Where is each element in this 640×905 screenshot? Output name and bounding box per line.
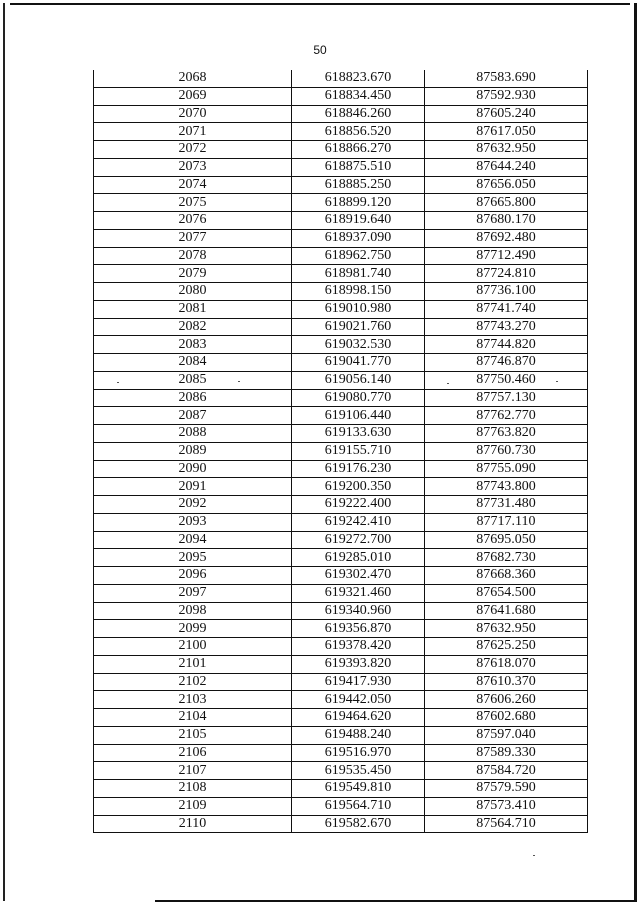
y-coordinate-cell: 87584.720: [425, 762, 588, 780]
x-coordinate-cell: 619535.450: [292, 762, 425, 780]
x-coordinate-cell: 619242.410: [292, 513, 425, 531]
y-coordinate-cell: 87602.680: [425, 709, 588, 727]
y-coordinate-cell: 87665.800: [425, 194, 588, 212]
table-row: [94, 691, 588, 709]
point-number-cell: 2104: [94, 709, 292, 727]
point-number-cell: 2079: [94, 265, 292, 283]
x-coordinate-cell: 619032.530: [292, 336, 425, 354]
x-coordinate-cell: 618937.090: [292, 229, 425, 247]
point-number-cell: 2093: [94, 513, 292, 531]
x-coordinate-cell: 619564.710: [292, 797, 425, 815]
y-coordinate-cell: 87583.690: [425, 70, 588, 87]
x-coordinate-cell: 619041.770: [292, 354, 425, 372]
y-coordinate-cell: 87743.800: [425, 478, 588, 496]
table-row: [94, 70, 588, 87]
point-number-cell: 2081: [94, 300, 292, 318]
table-row: [94, 442, 588, 460]
table-row: [94, 87, 588, 105]
y-coordinate-cell: 87741.740: [425, 300, 588, 318]
point-number-cell: 2086: [94, 389, 292, 407]
x-coordinate-cell: 619488.240: [292, 726, 425, 744]
y-coordinate-cell: 87731.480: [425, 496, 588, 514]
table-row: [94, 673, 588, 691]
x-coordinate-cell: 618981.740: [292, 265, 425, 283]
point-number-cell: 2091: [94, 478, 292, 496]
scan-edge-right: [634, 3, 637, 901]
x-coordinate-cell: 618962.750: [292, 247, 425, 265]
x-coordinate-cell: 618866.270: [292, 141, 425, 159]
table-row: [94, 265, 588, 283]
point-number-cell: 2083: [94, 336, 292, 354]
table-row: [94, 496, 588, 514]
y-coordinate-cell: 87724.810: [425, 265, 588, 283]
y-coordinate-cell: 87564.710: [425, 815, 588, 833]
table-row: [94, 797, 588, 815]
table-row: [94, 300, 588, 318]
table-row: [94, 354, 588, 372]
scan-speck: [447, 383, 449, 384]
table-row: [94, 158, 588, 176]
x-coordinate-cell: 618875.510: [292, 158, 425, 176]
table-row: [94, 744, 588, 762]
table-row: [94, 460, 588, 478]
table-row: [94, 283, 588, 301]
point-number-cell: 2106: [94, 744, 292, 762]
x-coordinate-cell: 619340.960: [292, 602, 425, 620]
y-coordinate-cell: 87625.250: [425, 638, 588, 656]
point-number-cell: 2101: [94, 655, 292, 673]
table-row: [94, 584, 588, 602]
y-coordinate-cell: 87644.240: [425, 158, 588, 176]
y-coordinate-cell: 87606.260: [425, 691, 588, 709]
y-coordinate-cell: 87762.770: [425, 407, 588, 425]
x-coordinate-cell: 619106.440: [292, 407, 425, 425]
point-number-cell: 2107: [94, 762, 292, 780]
y-coordinate-cell: 87746.870: [425, 354, 588, 372]
point-number-cell: 2094: [94, 531, 292, 549]
point-number-cell: 2068: [94, 70, 292, 87]
y-coordinate-cell: 87605.240: [425, 105, 588, 123]
y-coordinate-cell: 87589.330: [425, 744, 588, 762]
x-coordinate-cell: 619321.460: [292, 584, 425, 602]
table-row: [94, 762, 588, 780]
y-coordinate-cell: 87750.460: [425, 371, 588, 389]
point-number-cell: 2090: [94, 460, 292, 478]
y-coordinate-cell: 87592.930: [425, 87, 588, 105]
point-number-cell: 2098: [94, 602, 292, 620]
x-coordinate-cell: 619464.620: [292, 709, 425, 727]
y-coordinate-cell: 87579.590: [425, 780, 588, 798]
x-coordinate-cell: 619010.980: [292, 300, 425, 318]
point-number-cell: 2089: [94, 442, 292, 460]
table-row: [94, 407, 588, 425]
point-number-cell: 2080: [94, 283, 292, 301]
point-number-cell: 2097: [94, 584, 292, 602]
y-coordinate-cell: 87597.040: [425, 726, 588, 744]
point-number-cell: 2085: [94, 371, 292, 389]
table-row: [94, 478, 588, 496]
x-coordinate-cell: 618919.640: [292, 212, 425, 230]
table-row: [94, 549, 588, 567]
x-coordinate-cell: 619080.770: [292, 389, 425, 407]
point-number-cell: 2096: [94, 567, 292, 585]
table-row: [94, 336, 588, 354]
table-row: [94, 425, 588, 443]
point-number-cell: 2088: [94, 425, 292, 443]
y-coordinate-cell: 87632.950: [425, 620, 588, 638]
point-number-cell: 2110: [94, 815, 292, 833]
y-coordinate-cell: 87656.050: [425, 176, 588, 194]
table-row: [94, 141, 588, 159]
point-number-cell: 2102: [94, 673, 292, 691]
x-coordinate-cell: 619549.810: [292, 780, 425, 798]
y-coordinate-cell: 87641.680: [425, 602, 588, 620]
point-number-cell: 2077: [94, 229, 292, 247]
table-row: [94, 194, 588, 212]
scan-edge-bottom: [155, 900, 637, 902]
x-coordinate-cell: 618856.520: [292, 123, 425, 141]
x-coordinate-cell: 618834.450: [292, 87, 425, 105]
scan-speck: [533, 855, 535, 856]
y-coordinate-cell: 87610.370: [425, 673, 588, 691]
table-row: [94, 815, 588, 833]
x-coordinate-cell: 619021.760: [292, 318, 425, 336]
point-number-cell: 2109: [94, 797, 292, 815]
table-row: [94, 212, 588, 230]
x-coordinate-cell: 619516.970: [292, 744, 425, 762]
point-number-cell: 2100: [94, 638, 292, 656]
point-number-cell: 2095: [94, 549, 292, 567]
x-coordinate-cell: 619393.820: [292, 655, 425, 673]
x-coordinate-cell: 619155.710: [292, 442, 425, 460]
table-row: [94, 638, 588, 656]
x-coordinate-cell: 619302.470: [292, 567, 425, 585]
scan-speck: [238, 381, 240, 382]
y-coordinate-cell: 87695.050: [425, 531, 588, 549]
x-coordinate-cell: 618846.260: [292, 105, 425, 123]
y-coordinate-cell: 87680.170: [425, 212, 588, 230]
scan-edge-top: [10, 3, 630, 5]
point-number-cell: 2073: [94, 158, 292, 176]
coordinate-table-body: [94, 70, 588, 833]
x-coordinate-cell: 619417.930: [292, 673, 425, 691]
x-coordinate-cell: 618899.120: [292, 194, 425, 212]
x-coordinate-cell: 619133.630: [292, 425, 425, 443]
y-coordinate-cell: 87757.130: [425, 389, 588, 407]
table-row: [94, 709, 588, 727]
point-number-cell: 2087: [94, 407, 292, 425]
point-number-cell: 2069: [94, 87, 292, 105]
point-number-cell: 2103: [94, 691, 292, 709]
table-row: [94, 655, 588, 673]
table-row: [94, 176, 588, 194]
table-row: [94, 726, 588, 744]
y-coordinate-cell: 87617.050: [425, 123, 588, 141]
point-number-cell: 2074: [94, 176, 292, 194]
y-coordinate-cell: 87763.820: [425, 425, 588, 443]
table-row: [94, 780, 588, 798]
table-row: [94, 567, 588, 585]
y-coordinate-cell: 87573.410: [425, 797, 588, 815]
point-number-cell: 2070: [94, 105, 292, 123]
x-coordinate-cell: 619442.050: [292, 691, 425, 709]
table-row: [94, 123, 588, 141]
x-coordinate-cell: 619176.230: [292, 460, 425, 478]
y-coordinate-cell: 87654.500: [425, 584, 588, 602]
x-coordinate-cell: 619200.350: [292, 478, 425, 496]
point-number-cell: 2108: [94, 780, 292, 798]
x-coordinate-cell: 619378.420: [292, 638, 425, 656]
point-number-cell: 2072: [94, 141, 292, 159]
y-coordinate-cell: 87736.100: [425, 283, 588, 301]
table-row: [94, 105, 588, 123]
table-row: [94, 513, 588, 531]
x-coordinate-cell: 618885.250: [292, 176, 425, 194]
point-number-cell: 2099: [94, 620, 292, 638]
scan-speck: [117, 382, 119, 383]
x-coordinate-cell: 618823.670: [292, 70, 425, 87]
y-coordinate-cell: 87760.730: [425, 442, 588, 460]
y-coordinate-cell: 87632.950: [425, 141, 588, 159]
y-coordinate-cell: 87717.110: [425, 513, 588, 531]
table-row: [94, 371, 588, 389]
table-row: [94, 602, 588, 620]
x-coordinate-cell: 619272.700: [292, 531, 425, 549]
point-number-cell: 2075: [94, 194, 292, 212]
coordinate-table: [93, 70, 588, 833]
y-coordinate-cell: 87743.270: [425, 318, 588, 336]
point-number-cell: 2082: [94, 318, 292, 336]
x-coordinate-cell: 619285.010: [292, 549, 425, 567]
table-row: [94, 531, 588, 549]
x-coordinate-cell: 618998.150: [292, 283, 425, 301]
y-coordinate-cell: 87692.480: [425, 229, 588, 247]
y-coordinate-cell: 87744.820: [425, 336, 588, 354]
y-coordinate-cell: 87755.090: [425, 460, 588, 478]
scan-edge-left: [3, 3, 5, 901]
x-coordinate-cell: 619056.140: [292, 371, 425, 389]
page-number: 50: [313, 43, 327, 57]
scan-speck: [556, 381, 558, 382]
point-number-cell: 2071: [94, 123, 292, 141]
x-coordinate-cell: 619222.400: [292, 496, 425, 514]
x-coordinate-cell: 619356.870: [292, 620, 425, 638]
point-number-cell: 2105: [94, 726, 292, 744]
table-row: [94, 389, 588, 407]
point-number-cell: 2076: [94, 212, 292, 230]
y-coordinate-cell: 87668.360: [425, 567, 588, 585]
y-coordinate-cell: 87712.490: [425, 247, 588, 265]
point-number-cell: 2092: [94, 496, 292, 514]
table-row: [94, 620, 588, 638]
x-coordinate-cell: 619582.670: [292, 815, 425, 833]
y-coordinate-cell: 87682.730: [425, 549, 588, 567]
point-number-cell: 2078: [94, 247, 292, 265]
table-row: [94, 229, 588, 247]
table-row: [94, 318, 588, 336]
y-coordinate-cell: 87618.070: [425, 655, 588, 673]
table-row: [94, 247, 588, 265]
point-number-cell: 2084: [94, 354, 292, 372]
